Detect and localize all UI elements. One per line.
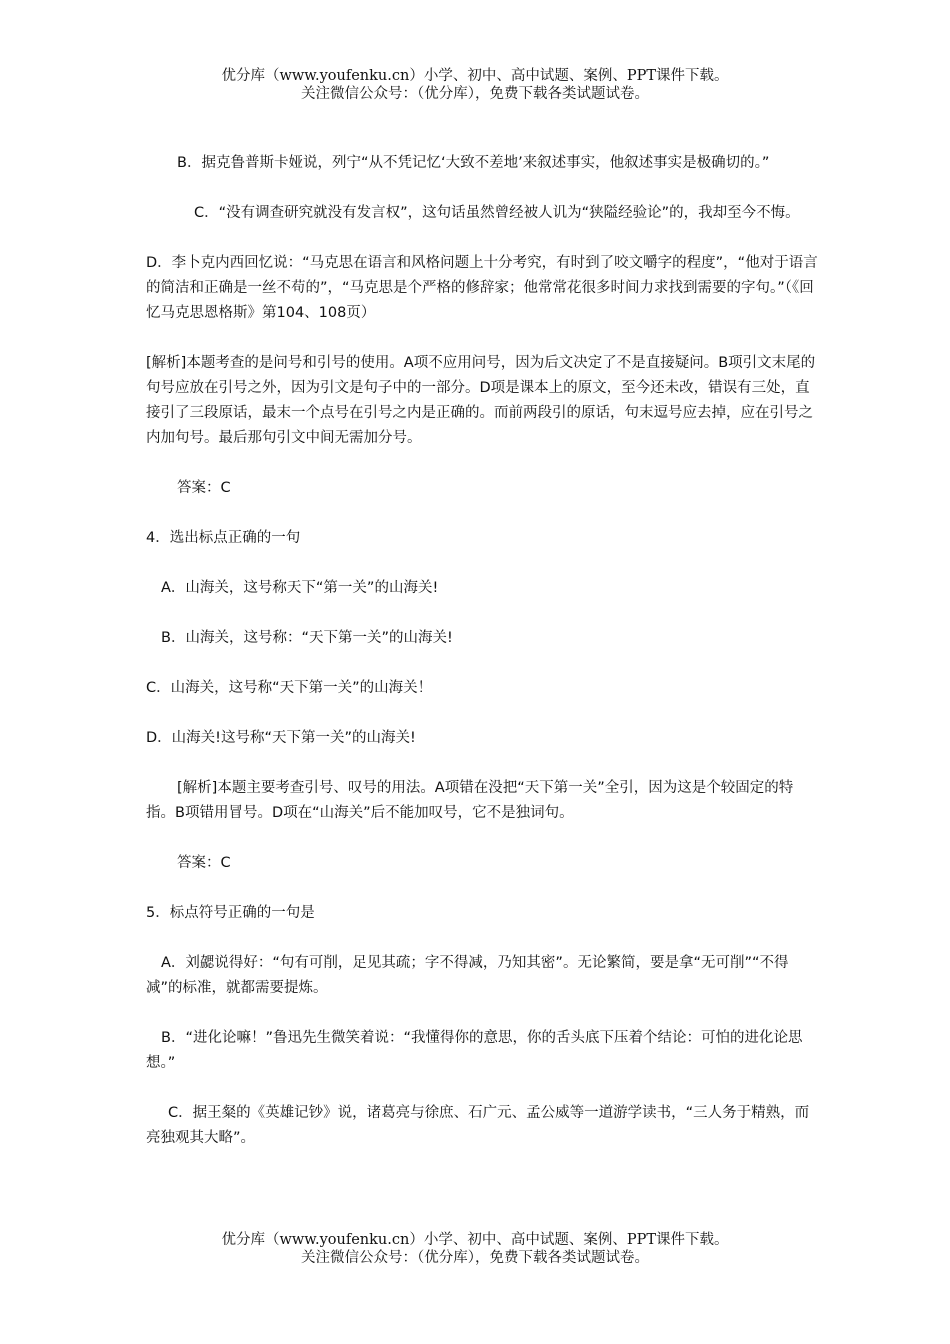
- q3-option-d: D．李卜克内西回忆说：“马克思在语言和风格问题上十分考究，有时到了咬文嚼字的程度”，“他对于语言的简洁和正确是一丝不苟的”，“马克思是个严格的修辞家；他常常花很多时间力求找到需要的字句。”（《回忆马克思恩格斯》第104、108页）: [146, 255, 818, 321]
- q4-answer: 答案：C: [177, 855, 231, 871]
- q4-option-c: C．山海关，这号称“天下第一关”的山海关！: [146, 680, 433, 696]
- q3-option-c: C．“没有调查研究就没有发言权”，这句话虽然曾经被人讥为“狭隘经验论”的，我却至今不悔。: [194, 205, 800, 221]
- header-line-1: 优分库（www.youfenku.cn）小学、初中、高中试题、案例、PPT课件下载。: [221, 68, 729, 84]
- q5-stem: 5．标点符号正确的一句是: [146, 905, 315, 921]
- q3-analysis: [解析]本题考查的是问号和引号的使用。A项不应用问号，因为后文决定了不是直接疑问。B项引文末尾的句号应放在引号之外，因为引文是句子中的一部分。D项是课本上的原文，至今还未改，错误有三处，直接引了三段原话，最末一个点号在引号之内是正确的。而前两段引的原话，句末逗号应去掉，应在引号之内加句号。最后那句引文中间无需加分号。: [146, 355, 816, 446]
- q4-stem: 4．选出标点正确的一句: [146, 530, 301, 546]
- q5-option-c: C．据王粲的《英雄记钞》说，诸葛亮与徐庶、石广元、孟公威等一道游学读书，“三人务于精熟，而亮独观其大略”。: [146, 1105, 810, 1146]
- q4-option-a: A．山海关，这号称天下“第一关”的山海关!: [161, 580, 439, 596]
- page-footer: [0, 1231, 950, 1267]
- q4-analysis: [解析]本题主要考查引号、叹号的用法。A项错在没把“天下第一关”全引，因为这是个较固定的特指。B项错用冒号。D项在“山海关”后不能加叹号，它不是独词句。: [146, 780, 794, 821]
- page-header: [0, 67, 950, 103]
- q4-option-d: D．山海关!这号称“天下第一关”的山海关!: [146, 730, 416, 746]
- document-body: [146, 151, 818, 1176]
- q3-option-b: B．据克鲁普斯卡娅说，列宁“从不凭记忆‘大致不差地’来叙述事实，他叙述事实是极确切的。”: [177, 155, 770, 171]
- footer-line-2: 关注微信公众号：（优分库），免费下载各类试题试卷。: [301, 1250, 649, 1266]
- footer-line-1: 优分库（www.youfenku.cn）小学、初中、高中试题、案例、PPT课件下载。: [221, 1232, 729, 1248]
- q5-option-a: A．刘勰说得好：“句有可削，足见其疏；字不得减，乃知其密”。无论繁简，要是拿“无可削”“不得减”的标准，就都需要提炼。: [146, 955, 789, 996]
- q5-option-b: B．“进化论嘛！”鲁迅先生微笑着说：“我懂得你的意思，你的舌头底下压着个结论：可怕的进化论思想。”: [146, 1030, 803, 1071]
- q4-option-b: B．山海关，这号称：“天下第一关”的山海关!: [161, 630, 453, 646]
- q3-answer: 答案：C: [177, 480, 231, 496]
- header-line-2: 关注微信公众号：（优分库），免费下载各类试题试卷。: [301, 86, 649, 102]
